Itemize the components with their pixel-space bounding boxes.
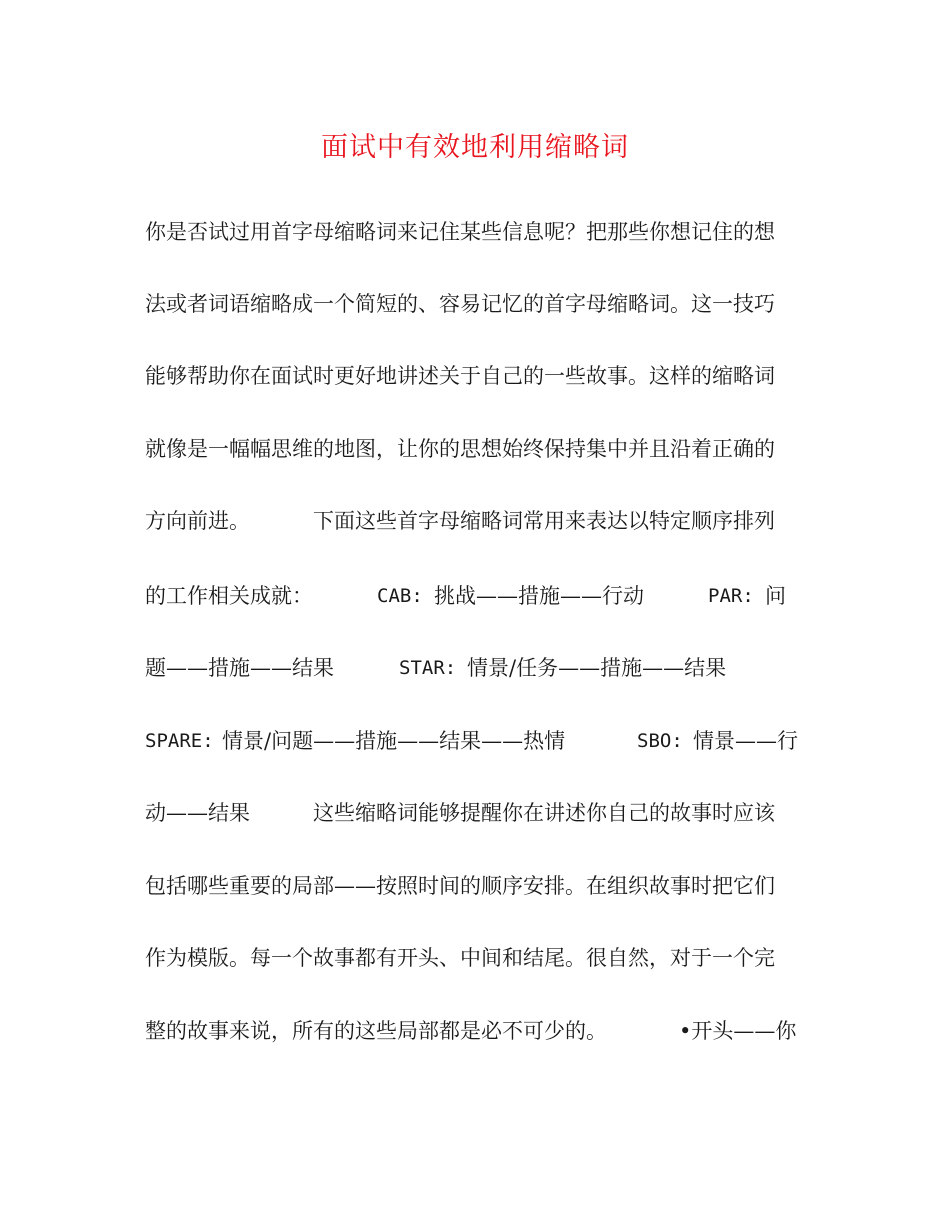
acronym-text: 情景——行 (693, 729, 798, 753)
text-segment: 题——措施——结果 (145, 656, 334, 680)
acronym-label: PAR: (708, 585, 754, 607)
text-segment: 方向前进。 (145, 509, 250, 533)
text-line (145, 1011, 810, 1051)
text-line (145, 501, 810, 541)
text-segment: •开头——你 (679, 1019, 797, 1043)
acronym-text: 问 (765, 584, 786, 608)
text-segment: 这些缩略词能够提醒你在讲述你自己的故事时应该 (313, 801, 775, 825)
page-title: 面试中有效地利用缩略词 (321, 132, 629, 163)
text-line: 能够帮助你在面试时更好地讲述关于自己的一些故事。这样的缩略词 (145, 364, 775, 388)
acronym-text: 情景/任务——措施——结果 (467, 656, 727, 680)
acronym-label: SBO: (637, 730, 683, 752)
text-line (145, 721, 810, 761)
text-segment: 下面这些首字母缩略词常用来表达以特定顺序排列 (313, 509, 775, 533)
acronym-label: STAR: (399, 657, 457, 679)
acronym-label: SPARE: (145, 730, 214, 752)
text-line: 你是否试过用首字母缩略词来记住某些信息呢？把那些你想记住的想 (145, 220, 775, 244)
text-segment: 整的故事来说，所有的这些局部都是必不可少的。 (145, 1019, 607, 1043)
acronym-text: 情景/问题——措施——结果——热情 (222, 729, 566, 753)
acronym-text: 挑战——措施——行动 (434, 584, 644, 608)
text-line (145, 648, 810, 688)
text-segment: 的工作相关成就： (145, 584, 313, 608)
text-line: 法或者词语缩略成一个简短的、容易记忆的首字母缩略词。这一技巧 (145, 292, 775, 316)
text-line: 就像是一幅幅思维的地图，让你的思想始终保持集中并且沿着正确的 (145, 437, 775, 461)
text-line (145, 576, 810, 616)
text-line: 包括哪些重要的局部——按照时间的顺序安排。在组织故事时把它们 (145, 874, 775, 898)
text-line (145, 793, 810, 833)
text-line: 作为模版。每一个故事都有开头、中间和结尾。很自然，对于一个完 (145, 946, 775, 970)
text-segment: 动——结果 (145, 801, 250, 825)
acronym-label: CAB: (377, 585, 423, 607)
